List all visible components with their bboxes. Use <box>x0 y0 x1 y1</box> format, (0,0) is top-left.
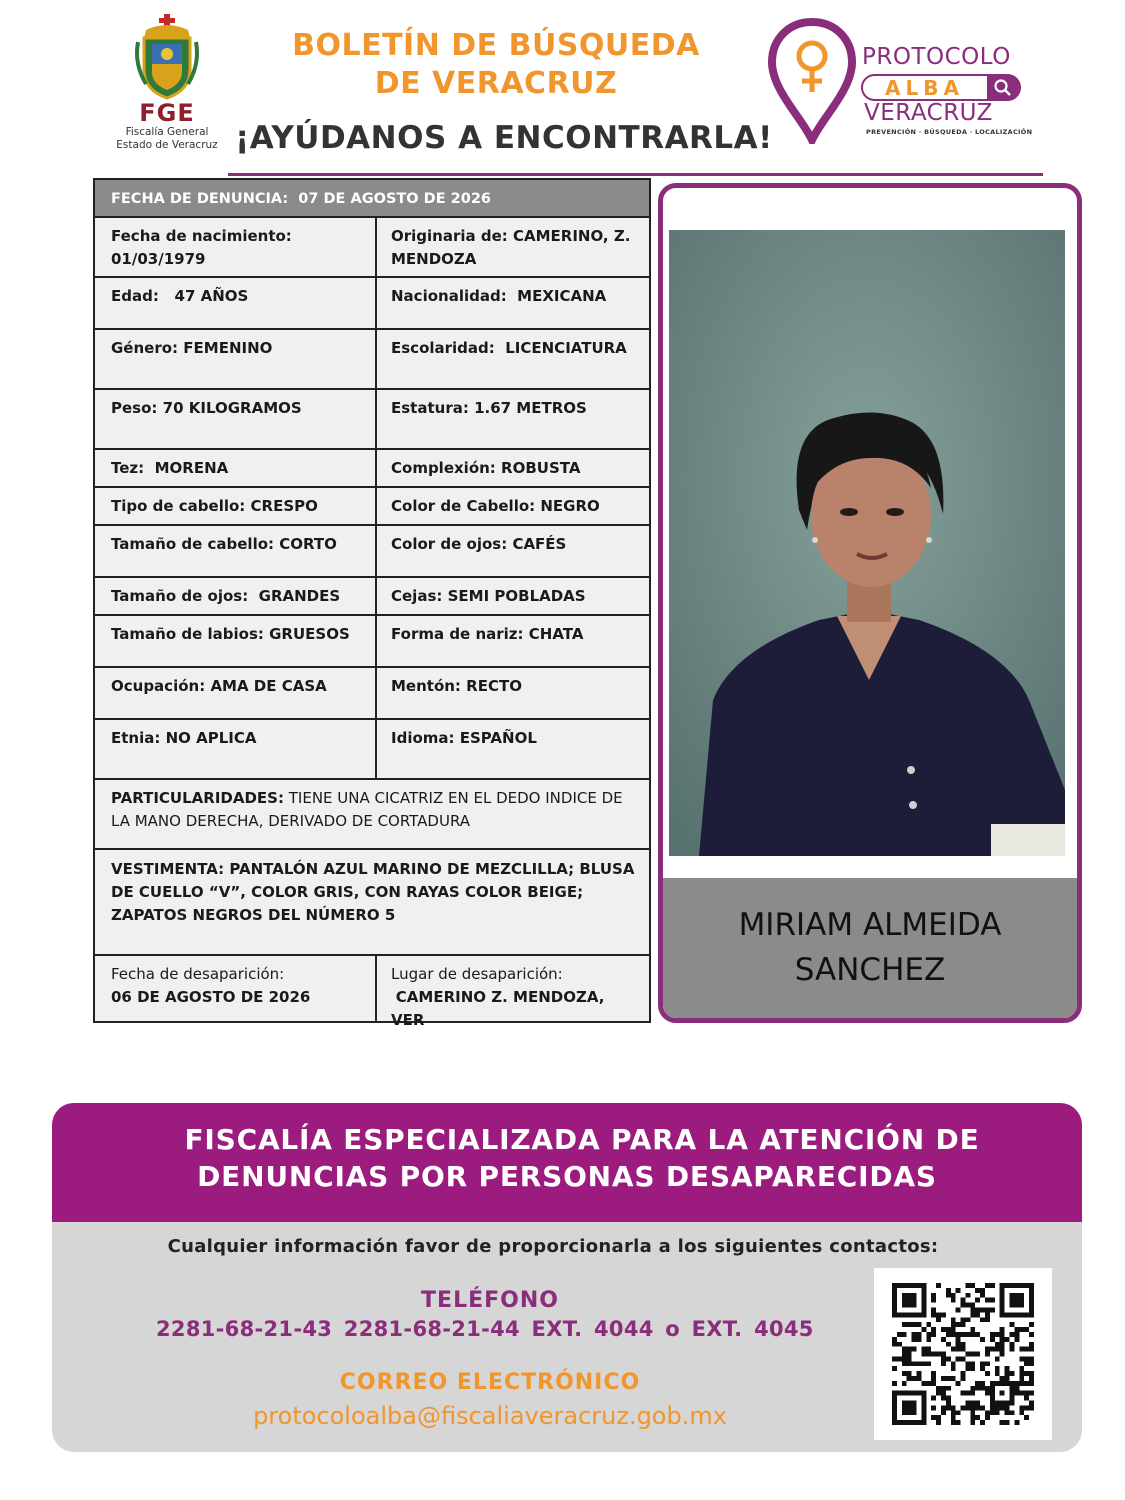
tamano-ojos-value: GRANDES <box>258 587 341 605</box>
estatura-cell <box>377 390 649 448</box>
genero-cell <box>95 330 377 388</box>
contact-panel <box>52 1222 1082 1452</box>
particularidades-value: TIENE UNA CICATRIZ EN EL DEDO INDICE DE LA MANO DERECHA, DERIVADO DE CORTADURA <box>111 789 623 830</box>
fge-letters: FGE <box>139 99 195 127</box>
photo-card <box>658 183 1082 1023</box>
ocupacion-value: AMA DE CASA <box>210 677 327 695</box>
nacionalidad-cell <box>377 278 649 328</box>
female-symbol-icon <box>799 43 825 92</box>
fecha-nacimiento-label: Fecha de nacimiento: <box>111 227 292 245</box>
person-name-line1: MIRIAM ALMEIDA <box>738 907 1002 943</box>
table-row <box>95 668 649 720</box>
tamano-labios-label: Tamaño de labios: <box>111 625 264 643</box>
table-row <box>95 488 649 526</box>
fecha-nacimiento-value: 01/03/1979 <box>111 250 206 268</box>
vestimenta-value: PANTALÓN AZUL MARINO DE MEZCLILLA; BLUSA DE CUELLO “V”, COLOR GRIS, CON RAYAS COLOR BEIGE; ZAPATOS NEGROS DEL NÚMERO 5 <box>111 860 635 924</box>
color-ojos-cell <box>377 526 649 576</box>
complexion-label: Complexión: <box>391 459 496 477</box>
idioma-value: ESPAÑOL <box>459 729 537 747</box>
table-row <box>95 218 649 278</box>
tipo-cabello-value: CRESPO <box>250 497 318 515</box>
particularidades-label: PARTICULARIDADES: <box>111 789 284 807</box>
search-icon <box>987 74 1019 101</box>
alba-veracruz-text: VERACRUZ <box>864 100 993 126</box>
edad-value: 47 AÑOS <box>174 287 249 305</box>
edad-label: Edad: <box>111 287 159 305</box>
table-row-vestimenta <box>95 850 649 956</box>
peso-label: Peso: <box>111 399 158 417</box>
tamano-labios-cell <box>95 616 377 666</box>
lugar-desaparicion-label: Lugar de desaparición: <box>391 965 563 983</box>
bulletin-subtitle: ¡AYÚDANOS A ENCONTRARLA! <box>235 120 773 156</box>
peso-value: 70 KILOGRAMOS <box>162 399 302 417</box>
forma-nariz-cell <box>377 616 649 666</box>
color-cabello-label: Color de Cabello: <box>391 497 536 515</box>
footer-banner <box>52 1103 1082 1222</box>
location-pin-icon <box>766 18 858 144</box>
person-photo <box>669 230 1065 856</box>
edad-cell <box>95 278 377 328</box>
cejas-value: SEMI POBLADAS <box>447 587 586 605</box>
table-row <box>95 616 649 668</box>
complexion-cell <box>377 450 649 486</box>
forma-nariz-value: CHATA <box>528 625 584 643</box>
escolaridad-cell <box>377 330 649 388</box>
forma-nariz-label: Forma de nariz: <box>391 625 524 643</box>
contact-intro: Cualquier información favor de proporcionarla a los siguientes contactos: <box>167 1236 939 1257</box>
color-cabello-cell <box>377 488 649 524</box>
protocolo-alba-logo <box>766 18 1034 148</box>
estatura-label: Estatura: <box>391 399 469 417</box>
nacionalidad-label: Nacionalidad: <box>391 287 507 305</box>
lugar-desaparicion-cell <box>377 956 649 1029</box>
escolaridad-label: Escolaridad: <box>391 339 495 357</box>
genero-label: Género: <box>111 339 179 357</box>
genero-value: FEMENINO <box>183 339 273 357</box>
cejas-label: Cejas: <box>391 587 443 605</box>
tipo-cabello-label: Tipo de cabello: <box>111 497 246 515</box>
alba-protocolo-text: PROTOCOLO <box>862 44 1011 70</box>
menton-label: Mentón: <box>391 677 461 695</box>
denuncia-cell <box>95 180 649 216</box>
vestimenta-label: VESTIMENTA: <box>111 860 225 878</box>
tez-label: Tez: <box>111 459 145 477</box>
tamano-ojos-cell <box>95 578 377 614</box>
phone-label: TELÉFONO <box>421 1288 559 1313</box>
bulletin-title-line1: BOLETÍN DE BÚSQUEDA <box>292 28 700 63</box>
ocupacion-cell <box>95 668 377 718</box>
originaria-value: CAMERINO, Z. MENDOZA <box>391 227 631 268</box>
alba-word: ALBA <box>885 76 964 100</box>
fge-subtitle-line2: Estado de Veracruz <box>116 139 218 151</box>
etnia-label: Etnia: <box>111 729 161 747</box>
table-row-denuncia <box>95 180 649 218</box>
footer-title-line2: DENUNCIAS POR PERSONAS DESAPARECIDAS <box>197 1160 937 1193</box>
table-row <box>95 390 649 450</box>
phone-numbers[interactable]: 2281-68-21-43 2281-68-21-44 EXT. 4044 o EXT. 4045 <box>156 1317 814 1341</box>
escolaridad-value: LICENCIATURA <box>505 339 627 357</box>
bulletin-title-line2: DE VERACRUZ <box>374 66 618 101</box>
fecha-desaparicion-value: 06 DE AGOSTO DE 2026 <box>111 988 311 1006</box>
table-row <box>95 330 649 390</box>
fge-subtitle-line1: Fiscalía General <box>125 126 209 138</box>
tamano-ojos-label: Tamaño de ojos: <box>111 587 249 605</box>
color-ojos-label: Color de ojos: <box>391 535 508 553</box>
nacionalidad-value: MEXICANA <box>517 287 607 305</box>
tez-value: MORENA <box>154 459 229 477</box>
table-row <box>95 720 649 780</box>
complexion-value: ROBUSTA <box>501 459 581 477</box>
idioma-cell <box>377 720 649 778</box>
alba-badge <box>861 74 1021 101</box>
color-cabello-value: NEGRO <box>540 497 600 515</box>
qr-code-icon[interactable] <box>874 1268 1052 1440</box>
estatura-value: 1.67 METROS <box>474 399 587 417</box>
fecha-desaparicion-cell <box>95 956 377 1021</box>
header-divider <box>228 173 1043 176</box>
tamano-cabello-cell <box>95 526 377 576</box>
fecha-nacimiento-cell <box>95 218 377 276</box>
color-ojos-value: CAFÉS <box>512 535 567 553</box>
idioma-label: Idioma: <box>391 729 455 747</box>
person-name <box>663 903 1077 993</box>
person-data-table <box>93 178 651 1029</box>
originaria-label: Originaria de: <box>391 227 508 245</box>
denuncia-value: 07 DE AGOSTO DE 2026 <box>298 191 492 207</box>
tamano-labios-value: GRUESOS <box>269 625 350 643</box>
etnia-value: NO APLICA <box>165 729 257 747</box>
particularidades-cell <box>95 780 649 848</box>
table-row <box>95 526 649 578</box>
cejas-cell <box>377 578 649 614</box>
vestimenta-cell <box>95 850 649 954</box>
ocupacion-label: Ocupación: <box>111 677 206 695</box>
denuncia-label: FECHA DE DENUNCIA: <box>111 191 289 207</box>
tamano-cabello-value: CORTO <box>279 535 337 553</box>
menton-value: RECTO <box>466 677 522 695</box>
tipo-cabello-cell <box>95 488 377 524</box>
name-plate <box>663 878 1077 1018</box>
coat-of-arms-icon <box>132 14 202 100</box>
email-link[interactable]: protocoloalba@fiscaliaveracruz.gob.mx <box>253 1402 727 1430</box>
table-row <box>95 450 649 488</box>
footer-title-line1: FISCALÍA ESPECIALIZADA PARA LA ATENCIÓN DE <box>184 1123 980 1156</box>
table-row <box>95 578 649 616</box>
table-row-particularidades <box>95 780 649 850</box>
tamano-cabello-label: Tamaño de cabello: <box>111 535 275 553</box>
table-row-desaparicion <box>95 956 649 1029</box>
person-name-line2: SANCHEZ <box>794 952 946 988</box>
tez-cell <box>95 450 377 486</box>
fge-logo <box>108 14 226 160</box>
lugar-desaparicion-value: CAMERINO Z. MENDOZA, VER <box>391 988 605 1029</box>
etnia-cell <box>95 720 377 778</box>
fecha-desaparicion-label: Fecha de desaparición: <box>111 965 285 983</box>
peso-cell <box>95 390 377 448</box>
alba-tagline: PREVENCIÓN · BÚSQUEDA · LOCALIZACIÓN <box>866 128 1033 136</box>
menton-cell <box>377 668 649 718</box>
email-label: CORREO ELECTRÓNICO <box>339 1370 641 1395</box>
table-row <box>95 278 649 330</box>
originaria-cell <box>377 218 649 276</box>
